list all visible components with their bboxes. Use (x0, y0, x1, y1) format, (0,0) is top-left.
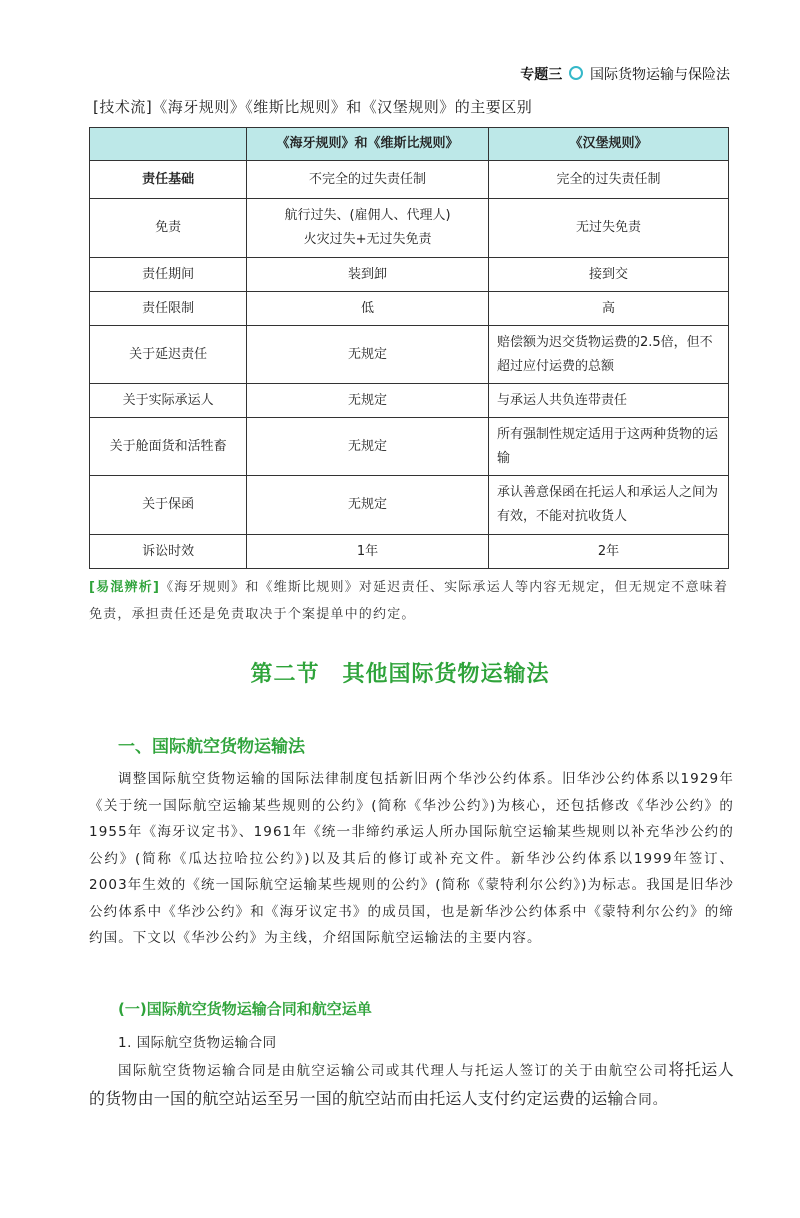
hamburg-cell: 接到交 (488, 258, 728, 292)
table-header-cell (90, 128, 247, 161)
heading-contract: 1. 国际航空货物运输合同 (118, 1035, 277, 1051)
table-row (90, 418, 729, 476)
table-header-cell: 《海牙规则》和《维斯比规则》 (247, 128, 489, 161)
section-title: 第二节 其他国际货物运输法 (250, 662, 550, 687)
table-row (90, 326, 729, 384)
hamburg-cell: 承认善意保函在托运人和承运人之间为有效，不能对抗收货人 (488, 476, 728, 535)
hague-cell-line: 火灾过失+无过失免责 (303, 232, 432, 247)
paragraph-line: 国际航空货物运输合同是由航空运输公司或其代理人与托运人签订的关于由航空公司 (118, 1063, 669, 1079)
hamburg-cell: 与承运人共负连带责任 (488, 384, 728, 418)
comparison-table (89, 127, 729, 569)
hague-cell: 无规定 (247, 326, 489, 384)
paragraph-line: 合同。 (623, 1092, 668, 1108)
hague-cell: 1年 (247, 535, 489, 569)
hague-cell-line: 航行过失、(雇佣人、代理人) (284, 208, 451, 223)
row-label: 关于保函 (90, 476, 247, 535)
table-row (90, 384, 729, 418)
note-text: 《海牙规则》和《维斯比规则》对延迟责任、实际承运人等内容无规定，但无规定不意味着免责，承担责任还是免责取决于个案提单中的约定。 (89, 580, 729, 622)
table-header-row (90, 128, 729, 161)
table-row (90, 161, 729, 199)
table-row (90, 292, 729, 326)
hague-cell: 无规定 (247, 384, 489, 418)
hague-cell (247, 199, 489, 258)
hague-cell: 装到卸 (247, 258, 489, 292)
hamburg-cell: 高 (488, 292, 728, 326)
row-label: 诉讼时效 (90, 535, 247, 569)
heading-contract-waybill: (一)国际航空货物运输合同和航空运单 (118, 1000, 372, 1018)
hamburg-cell: 赔偿额为迟交货物运费的2.5倍，但不超过应付运费的总额 (488, 326, 728, 384)
row-label: 责任期间 (90, 258, 247, 292)
row-label: 关于延迟责任 (90, 326, 247, 384)
heading-air-transport: 一、国际航空货物运输法 (118, 737, 305, 757)
table-row (90, 199, 729, 258)
table-row (90, 535, 729, 569)
hamburg-cell: 所有强制性规定适用于这两种货物的运输 (488, 418, 728, 476)
hague-cell: 不完全的过失责任制 (247, 161, 489, 199)
row-label: 责任基础 (90, 161, 247, 199)
paragraph-contract-definition (89, 1056, 734, 1114)
paragraph-warsaw-system: 调整国际航空货物运输的国际法律制度包括新旧两个华沙公约体系。旧华沙公约体系以1929年《关于统一国际航空运输某些规则的公约》(简称《华沙公约》)为核心，还包括修改《华沙公约》的1955年《海牙议定书》、1961年《统一非缔约承运人所办国际航空运输某些规则以补充华沙公约的公约》(简称《瓜达拉哈拉公约》)以及其后的修订或补充文件。新华沙公约体系以1999年签订、2003年生效的《统一国际航空运输某些规则的公约》(简称《蒙特利尔公约》)为标志。我国是旧华沙公约体系中《华沙公约》和《海牙议定书》的成员国，也是新华沙公约体系中《蒙特利尔公约》的缔约国。下文以《华沙公约》为主线，介绍国际航空运输法的主要内容。 (89, 771, 734, 946)
paragraph-line: 将托运人的货物由一国的航空站运至另一国的航空站而由托运人支付约定运费的运输 (89, 1060, 734, 1108)
table-header-cell: 《汉堡规则》 (488, 128, 728, 161)
ring-icon (569, 66, 583, 80)
hamburg-cell: 无过失免责 (488, 199, 728, 258)
row-label: 责任限制 (90, 292, 247, 326)
row-label: 关于舱面货和活牲畜 (90, 418, 247, 476)
row-label: 关于实际承运人 (90, 384, 247, 418)
hamburg-cell: 完全的过失责任制 (488, 161, 728, 199)
header-subtitle: 国际货物运输与保险法 (590, 67, 730, 83)
hague-cell: 无规定 (247, 418, 489, 476)
confusion-note (89, 574, 734, 628)
hague-cell: 无规定 (247, 476, 489, 535)
note-lead: [易混辨析] (89, 580, 161, 595)
hamburg-cell: 2年 (488, 535, 728, 569)
hague-cell: 低 (247, 292, 489, 326)
page-header (520, 64, 730, 84)
table-row (90, 476, 729, 535)
table-caption: [技术流]《海牙规则》《维斯比规则》和《汉堡规则》的主要区别 (93, 98, 533, 116)
row-label: 免责 (90, 199, 247, 258)
table-row (90, 258, 729, 292)
header-prefix: 专题三 (520, 67, 563, 83)
